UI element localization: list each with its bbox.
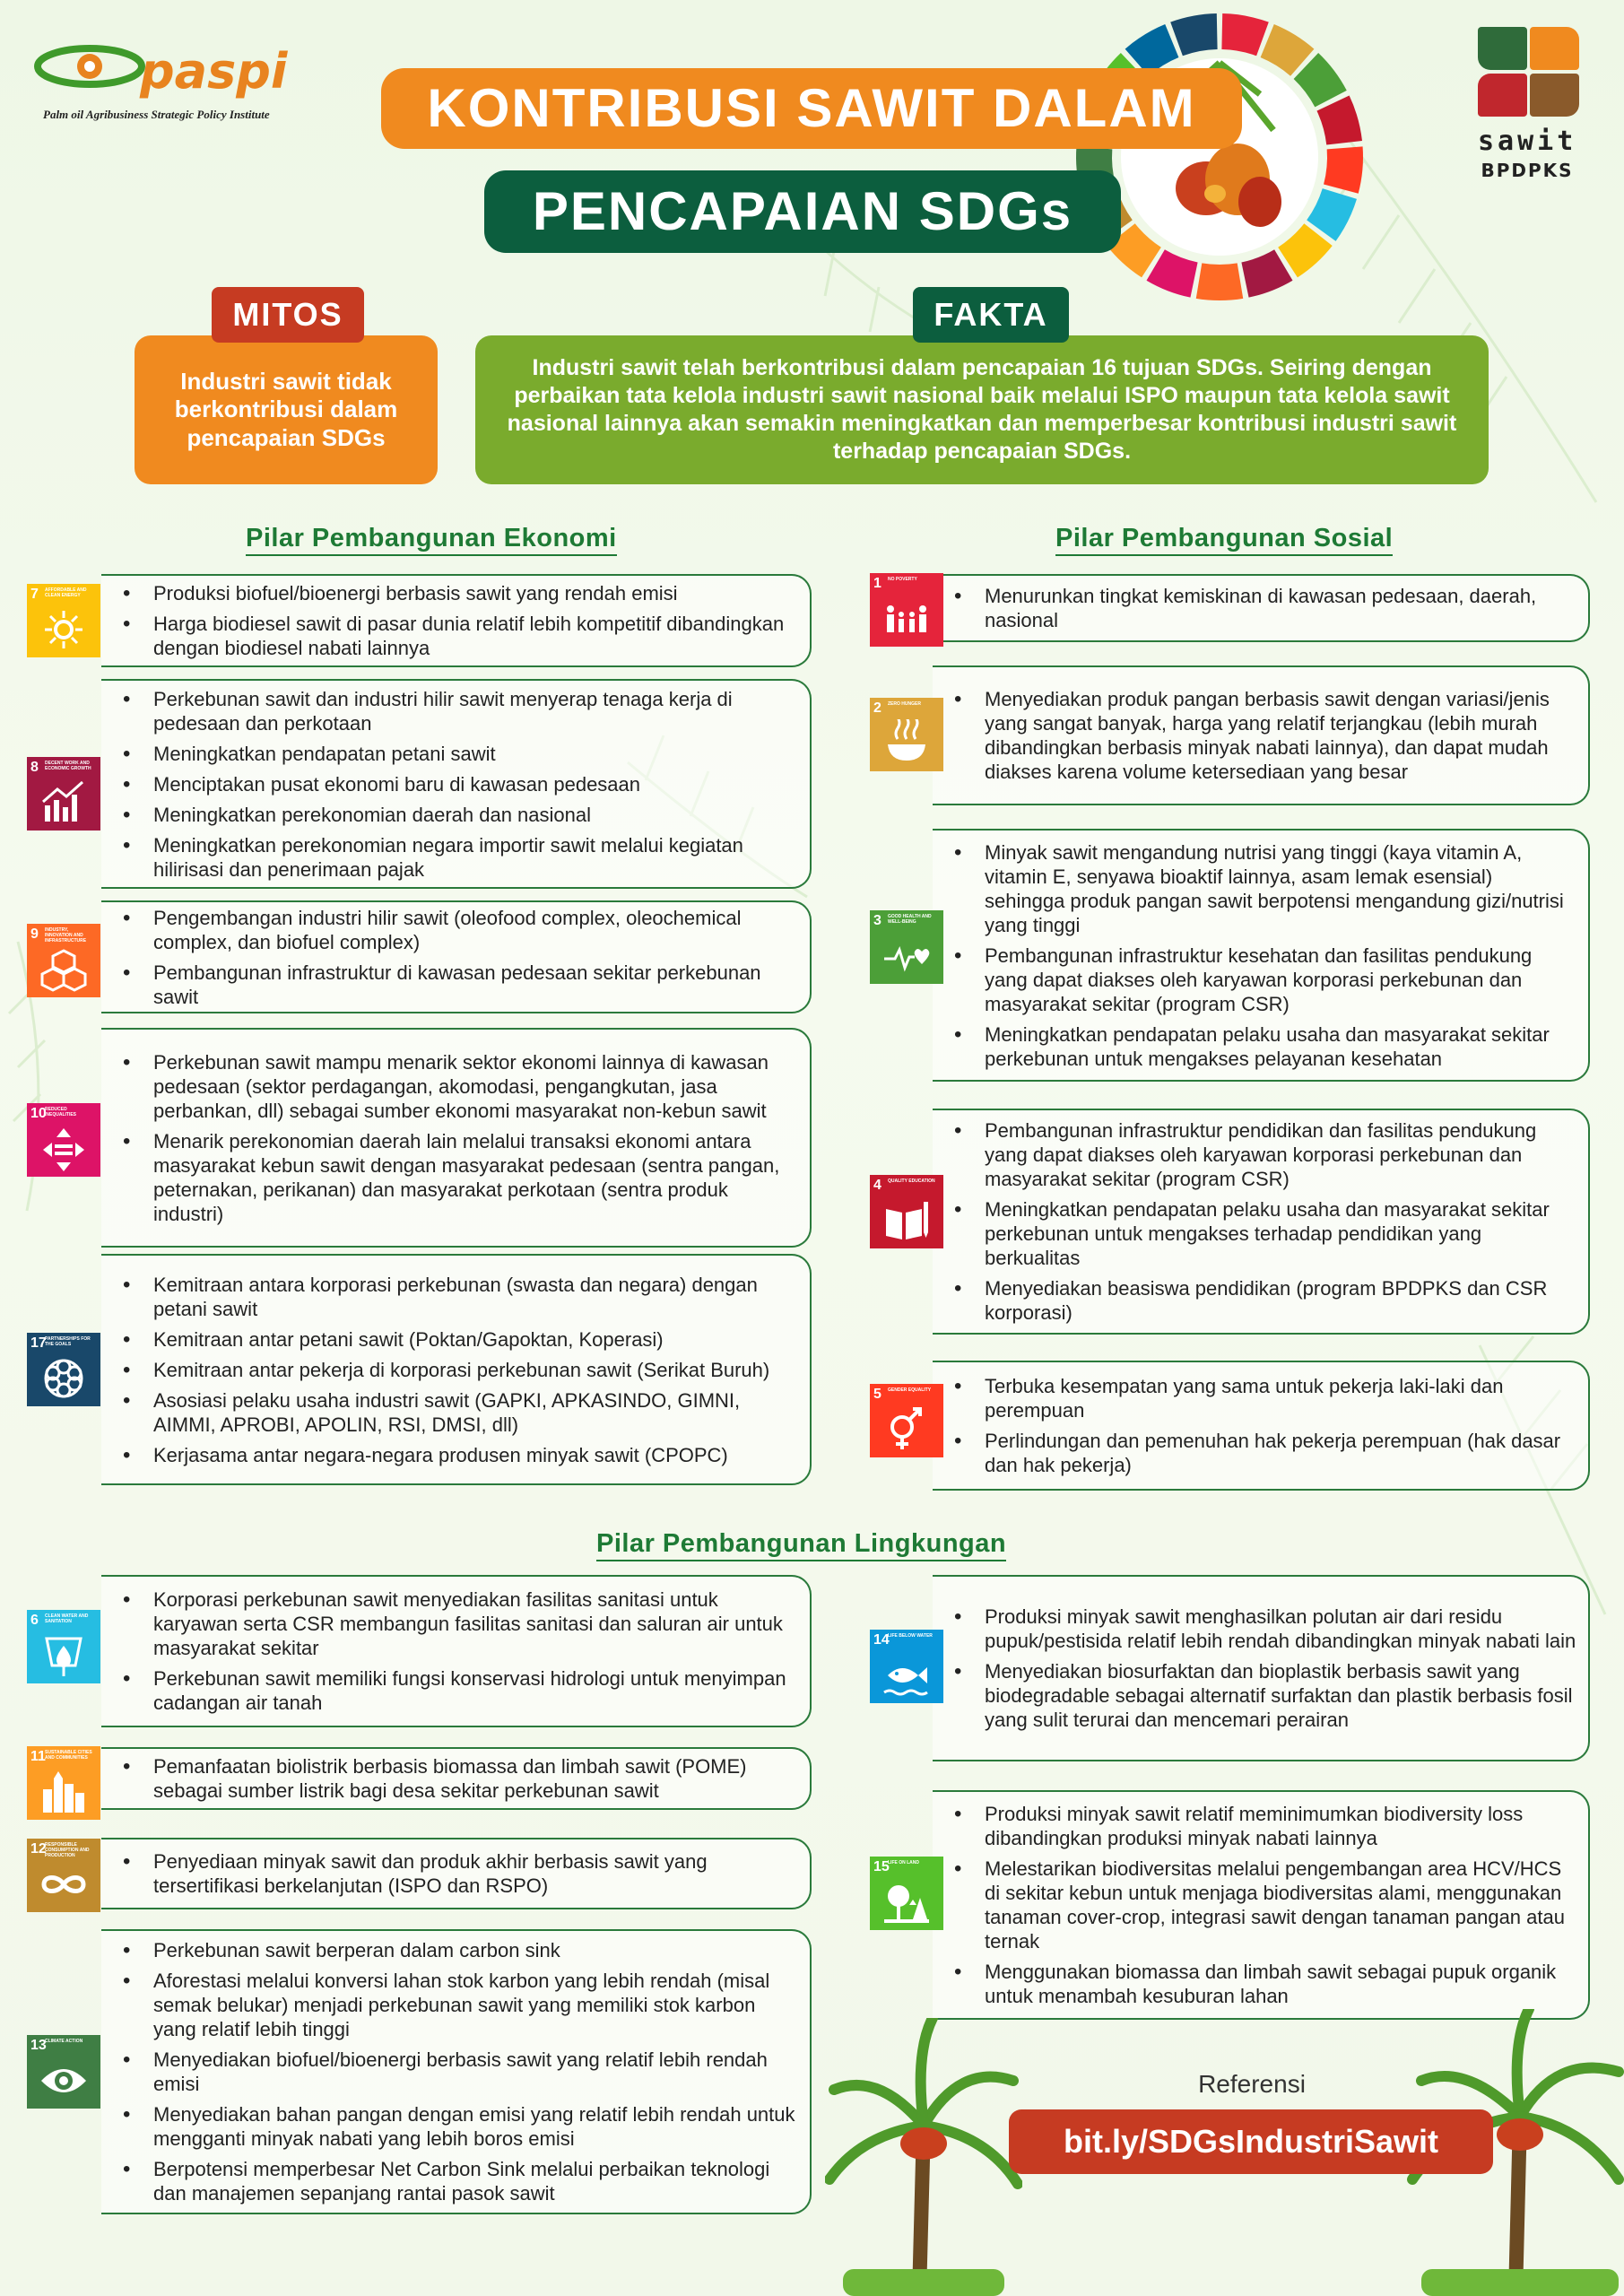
goal-17-list [153, 1273, 799, 1467]
fish-icon [882, 1651, 931, 1700]
goal-12-list-item: • Penyediaan minyak sawit dan produk akhir berbasis sawit yang tersertifikasi berkelanjutan (ISPO dan RSPO) [153, 1849, 799, 1898]
sdg-number: 11 [30, 1749, 46, 1764]
sdg-wheel-segment [1316, 96, 1362, 145]
tree-icon [882, 1878, 931, 1926]
goal-10-list [153, 1050, 799, 1226]
sdg-label: AFFORDABLE AND CLEAN ENERGY [45, 587, 87, 598]
sdg-6-tile [27, 1610, 100, 1683]
goal-15-card [933, 1790, 1590, 2020]
pillar-lingkungan-heading: Pilar Pembangunan Lingkungan [596, 1529, 1006, 1561]
goal-9-card [101, 900, 812, 1013]
goal-5-list-item: • Terbuka kesempatan yang sama untuk pekerja laki-laki dan perempuan [985, 1374, 1577, 1422]
sdg-1-tile [870, 573, 943, 647]
goal-3-card [933, 829, 1590, 1082]
bowl-icon [882, 719, 931, 768]
goal-7-list-item: • Harga biodiesel sawit di pasar dunia relatif lebih kompetitif dibandingkan dengan biodiesel nabati lainnya [153, 612, 799, 660]
paspi-logo [34, 39, 288, 129]
cubes-icon [39, 945, 88, 994]
sdg-5-tile [870, 1384, 943, 1457]
goal-17-list-item: • Kemitraan antar pekerja di korporasi perkebunan sawit (Serikat Buruh) [153, 1358, 799, 1382]
sdg-2-tile [870, 698, 943, 771]
partnership-ring-icon [39, 1354, 88, 1403]
equality-arrows-icon [39, 1125, 88, 1173]
family-icon [882, 595, 931, 643]
sdg-wheel-segment [1196, 263, 1243, 300]
goal-6-card [101, 1575, 812, 1727]
goal-6-list-item: • Korporasi perkebunan sawit menyediakan fasilitas sanitasi untuk karyawan serta CSR membangun fasilitas sanitasi dan saluran air untuk masyarakat sekitar [153, 1587, 799, 1660]
title-line-2: PENCAPAIAN SDGs [484, 170, 1121, 253]
sdg-number: 3 [873, 913, 881, 928]
sdg-label: CLEAN WATER AND SANITATION [45, 1613, 89, 1624]
paspi-tagline: Palm oil Agribusiness Strategic Policy Institute [43, 108, 270, 121]
goal-13-list-item: • Aforestasi melalui konversi lahan stok karbon yang lebih rendah (misal semak belukar) menjadi perkebunan sawit yang memiliki stok karbon yang relatif lebih tinggi [153, 1969, 799, 2041]
sdg-7-tile [27, 584, 100, 657]
fakta-box: Industri sawit telah berkontribusi dalam pencapaian 16 tujuan SDGs. Seiring dengan perbaikan tata kelola industri sawit nasional baik melalui ISPO maupun tata kelola sawit nasional lainnya akan semakin meningkatkan dan memperbesar kontribusi industri sawit terhadap pencapaian SDGs. [475, 335, 1489, 484]
goal-17-list-item: • Kemitraan antara korporasi perkebunan (swasta dan negara) dengan petani sawit [153, 1273, 799, 1321]
goal-15-list [985, 1802, 1577, 2008]
goal-7-list-item: • Produksi biofuel/bioenergi berbasis sawit yang rendah emisi [153, 581, 799, 605]
goal-8-card [101, 679, 812, 889]
reference-link[interactable]: bit.ly/SDGsIndustriSawit [1009, 2109, 1493, 2174]
sdg-number: 10 [30, 1106, 47, 1121]
goal-2-list [985, 687, 1577, 784]
paspi-brand-name: paspi [140, 43, 288, 100]
sdg-4-tile [870, 1175, 943, 1248]
sdg-label: GENDER EQUALITY [888, 1387, 932, 1393]
sdg-15-tile [870, 1857, 943, 1930]
goal-15-list-item: • Melestarikan biodiversitas melalui pengembangan area HCV/HCS di sekitar kebun untuk menjaga biodiversitas alami, menggunakan tanaman cover-crop, integrasi sawit dengan tanaman pangan atau ternak [985, 1857, 1577, 1953]
gender-icon [882, 1405, 931, 1454]
goal-8-list-item: • Perkebunan sawit dan industri hilir sawit menyerap tenaga kerja di pedesaan dan perkotaan [153, 687, 799, 735]
sdg-number: 8 [30, 760, 39, 775]
goal-3-list-item: • Minyak sawit mengandung nutrisi yang tinggi (kaya vitamin A, vitamin E, senyawa bioaktif lainnya, asam lemak esensial) sehingga produk pangan sawit berpotensi mengandung gizi/nutrisi yang tinggi [985, 840, 1577, 937]
goal-8-list-item: • Meningkatkan perekonomian negara importir sawit melalui kegiatan hilirisasi dan penerimaan pajak [153, 833, 799, 882]
sdg-label: PARTNERSHIPS FOR THE GOALS [45, 1336, 91, 1347]
sun-icon [39, 605, 88, 654]
sdg-10-tile [27, 1103, 100, 1177]
goal-4-list-item: • Pembangunan infrastruktur pendidikan dan fasilitas pendukung yang dapat diakses oleh karyawan korporasi perkebunan dan masyarakat sekitar (program CSR) [985, 1118, 1577, 1191]
goal-1-list [985, 584, 1577, 632]
sdg-label: LIFE BELOW WATER [888, 1633, 933, 1639]
palm-tree-illustration-left [825, 2018, 1022, 2296]
goal-3-list-item: • Meningkatkan pendapatan pelaku usaha dan masyarakat sekitar perkebunan untuk mengakses pelayanan kesehatan [985, 1022, 1577, 1071]
goal-11-card [101, 1747, 812, 1810]
goal-8-list-item: • Meningkatkan pendapatan petani sawit [153, 742, 799, 766]
goal-4-card [933, 1109, 1590, 1335]
title-line-1: KONTRIBUSI SAWIT DALAM [381, 68, 1242, 149]
goal-2-card [933, 665, 1590, 805]
sdg-14-tile [870, 1630, 943, 1703]
pillar-ekonomi-heading: Pilar Pembangunan Ekonomi [246, 524, 617, 556]
sdg-label: DECENT WORK AND ECONOMIC GROWTH [45, 761, 91, 771]
sdg-number: 5 [873, 1387, 881, 1402]
sdg-number: 9 [30, 926, 39, 942]
goal-13-list [153, 1938, 799, 2205]
sdg-label: NO POVERTY [888, 577, 917, 582]
sdg-number: 17 [30, 1335, 47, 1351]
sdg-label: GOOD HEALTH AND WELL-BEING [888, 914, 932, 925]
goal-11-list [153, 1754, 799, 1803]
bpdpks-word: BPDPKS [1481, 160, 1574, 181]
city-icon [39, 1768, 88, 1816]
sdg-number: 15 [873, 1859, 890, 1874]
goal-8-list [153, 687, 799, 882]
sdg-wheel-segment [1324, 146, 1363, 193]
goal-13-list-item: • Menyediakan bahan pangan dengan emisi yang relatif lebih rendah untuk mengganti minyak nabati yang lebih boros emisi [153, 2102, 799, 2151]
goal-10-card [101, 1028, 812, 1248]
goal-12-list [153, 1849, 799, 1898]
sdg-17-tile [27, 1333, 100, 1406]
sdg-number: 12 [30, 1841, 47, 1857]
goal-14-list-item: • Produksi minyak sawit menghasilkan polutan air dari residu pupuk/pestisida relatif lebih rendah dibandingkan minyak nabati lain [985, 1605, 1577, 1653]
sdg-3-tile [870, 910, 943, 984]
sdg-label: LIFE ON LAND [888, 1860, 919, 1866]
sdg-label: SUSTAINABLE CITIES AND COMMUNITIES [45, 1750, 92, 1761]
goal-4-list-item: • Menyediakan beasiswa pendidikan (program BPDPKS dan CSR korporasi) [985, 1276, 1577, 1325]
goal-12-card [101, 1838, 812, 1909]
mitos-box: Industri sawit tidak berkontribusi dalam pencapaian SDGs [135, 335, 438, 484]
goal-4-list-item: • Meningkatkan pendapatan pelaku usaha dan masyarakat sekitar perkebunan untuk mengakses terhadap pendidikan yang berkualitas [985, 1197, 1577, 1270]
sdg-label: CLIMATE ACTION [45, 2039, 83, 2044]
growth-chart-icon [39, 778, 88, 827]
sdg-12-tile [27, 1839, 100, 1912]
eye-globe-icon [39, 2057, 88, 2105]
sdg-8-tile [27, 757, 100, 831]
goal-3-list [985, 840, 1577, 1071]
sdg-label: ZERO HUNGER [888, 701, 921, 707]
goal-2-list-item: • Menyediakan produk pangan berbasis sawit dengan variasi/jenis yang sangat banyak, harga yang relatif terjangkau (lebih murah dibandingkan berbasis minyak nabati lainnya), dan dapat mudah diakses karena volume ketersediaan yang besar [985, 687, 1577, 784]
goal-1-list-item: • Menurunkan tingkat kemiskinan di kawasan pedesaan, daerah, nasional [985, 584, 1577, 632]
sdg-wheel-segment [1221, 13, 1268, 56]
goal-15-list-item: • Menggunakan biomassa dan limbah sawit sebagai pupuk organik untuk menambah kesuburan lahan [985, 1960, 1577, 2008]
water-drop-icon [39, 1631, 88, 1680]
goal-13-list-item: • Menyediakan biofuel/bioenergi berbasis sawit yang relatif lebih rendah emisi [153, 2048, 799, 2096]
sdg-label: REDUCED INEQUALITIES [45, 1107, 77, 1118]
goal-11-list-item: • Pemanfaatan biolistrik berbasis biomassa dan limbah sawit (POME) sebagai sumber listrik bagi desa sekitar perkebunan sawit [153, 1754, 799, 1803]
goal-5-card [933, 1361, 1590, 1491]
sdg-number: 6 [30, 1613, 39, 1628]
mitos-label: MITOS [212, 287, 364, 343]
sdg-number: 14 [873, 1632, 890, 1648]
goal-14-card [933, 1575, 1590, 1761]
goal-7-list [153, 581, 799, 660]
sdg-13-tile [27, 2035, 100, 2109]
goal-15-list-item: • Produksi minyak sawit relatif meminimumkan biodiversity loss dibandingkan produksi minyak nabati lainnya [985, 1802, 1577, 1850]
goal-7-card [101, 574, 812, 667]
sdg-wheel-segment [1170, 13, 1217, 56]
goal-4-list [985, 1118, 1577, 1325]
pillar-sosial-heading: Pilar Pembangunan Sosial [1055, 524, 1393, 556]
goal-8-list-item: • Menciptakan pusat ekonomi baru di kawasan pedesaan [153, 772, 799, 796]
goal-17-card [101, 1254, 812, 1485]
goal-13-list-item: • Berpotensi memperbesar Net Carbon Sink melalui perbaikan teknologi dan manajemen sepanjang rantai pasok sawit [153, 2157, 799, 2205]
sawit-bpdpks-logo [1478, 27, 1585, 188]
goal-17-list-item: • Kemitraan antar petani sawit (Poktan/Gapoktan, Koperasi) [153, 1327, 799, 1352]
goal-9-list-item: • Pengembangan industri hilir sawit (oleofood complex, oleochemical complex, dan biofuel complex) [153, 906, 799, 954]
goal-14-list-item: • Menyediakan biosurfaktan dan bioplastik berbasis sawit yang biodegradable sebagai alternatif surfaktan dan plastik berbasis fosil yang sulit terurai dan mencemari perairan [985, 1659, 1577, 1732]
goal-9-list-item: • Pembangunan infrastruktur di kawasan pedesaan sekitar perkebunan sawit [153, 961, 799, 1009]
heartbeat-icon [882, 932, 931, 980]
goal-1-card [933, 574, 1590, 642]
goal-3-list-item: • Pembangunan infrastruktur kesehatan dan fasilitas pendukung yang dapat diakses oleh karyawan korporasi perkebunan dan masyarakat sekitar (program CSR) [985, 944, 1577, 1016]
sdg-label: RESPONSIBLE CONSUMPTION AND PRODUCTION [45, 1842, 90, 1858]
sdg-label: INDUSTRY, INNOVATION AND INFRASTRUCTURE [45, 927, 87, 944]
sdg-number: 13 [30, 2038, 47, 2053]
goal-5-list-item: • Perlindungan dan pemenuhan hak pekerja perempuan (hak dasar dan hak pekerja) [985, 1429, 1577, 1477]
goal-17-list-item: • Asosiasi pelaku usaha industri sawit (GAPKI, APKASINDO, GIMNI, AIMMI, APROBI, APOLIN, RSI, DMSI, dll) [153, 1388, 799, 1437]
goal-13-card [101, 1929, 812, 2214]
goal-13-list-item: • Perkebunan sawit berperan dalam carbon sink [153, 1938, 799, 1962]
goal-6-list [153, 1587, 799, 1715]
book-pencil-icon [882, 1196, 931, 1245]
goal-8-list-item: • Meningkatkan perekonomian daerah dan nasional [153, 803, 799, 827]
goal-9-list [153, 906, 799, 1009]
paspi-eye-icon [34, 39, 151, 102]
sdg-11-tile [27, 1746, 100, 1820]
sdg-number: 7 [30, 587, 39, 602]
goal-10-list-item: • Perkebunan sawit mampu menarik sektor ekonomi lainnya di kawasan pedesaan (sektor perdagangan, akomodasi, pengangkutan, jasa perbankan, dll) sebagai sumber ekonomi masyarakat non-kebun sawit [153, 1050, 799, 1123]
sdg-number: 2 [873, 700, 881, 716]
reference-label: Referensi [1198, 2070, 1306, 2098]
sdg-number: 1 [873, 576, 881, 591]
goal-14-list [985, 1605, 1577, 1732]
sdg-9-tile [27, 924, 100, 997]
sawit-word: sawit [1478, 126, 1577, 157]
goal-17-list-item: • Kerjasama antar negara-negara produsen minyak sawit (CPOPC) [153, 1443, 799, 1467]
goal-5-list [985, 1374, 1577, 1477]
goal-6-list-item: • Perkebunan sawit memiliki fungsi konservasi hidrologi untuk menyimpan cadangan air tanah [153, 1666, 799, 1715]
infinity-icon [39, 1860, 88, 1909]
fakta-label: FAKTA [913, 287, 1069, 343]
sdg-number: 4 [873, 1178, 881, 1193]
goal-10-list-item: • Menarik perekonomian daerah lain melalui transaksi ekonomi antara masyarakat kebun sawit dengan masyarakat pedesaan (sentra pangan, peternakan, perikanan) dan masyarakat perkotaan (sentra produk industri) [153, 1129, 799, 1226]
sdg-label: QUALITY EDUCATION [888, 1178, 935, 1184]
sdg-wheel-graphic [1072, 9, 1368, 305]
